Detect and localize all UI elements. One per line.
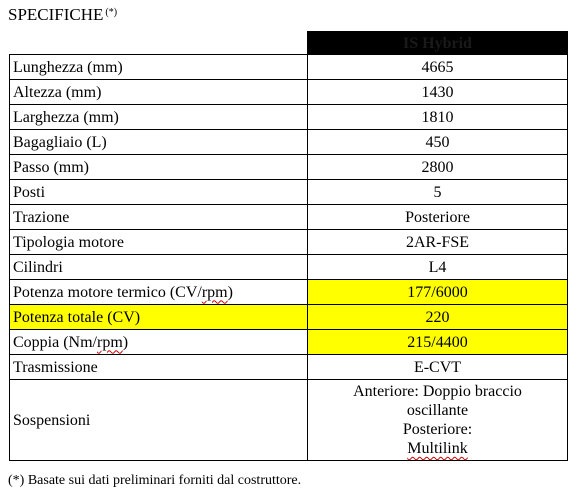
table-row [10, 255, 568, 280]
spec-label: Trazione [10, 205, 308, 230]
header-empty-cell [10, 32, 308, 55]
table-row [10, 205, 568, 230]
spec-label: Lunghezza (mm) [10, 55, 308, 80]
spec-value: 450 [308, 130, 568, 155]
suspension-front-line: Anteriore: Doppio braccio [353, 383, 522, 400]
spec-label [10, 330, 308, 355]
highlighted-spec-value: 177/6000 [308, 280, 568, 305]
highlighted-spec-value: 220 [308, 305, 568, 330]
label-text: Potenza motore termico (CV/ [13, 283, 202, 301]
spec-label: Sospensioni [10, 380, 308, 461]
highlighted-spec-value: 215/4400 [308, 330, 568, 355]
spec-value: 1430 [308, 80, 568, 105]
page-title [8, 5, 117, 25]
table-row [10, 230, 568, 255]
spellcheck-word: Multilink [407, 440, 468, 457]
label-text: Coppia (Nm/ [13, 333, 97, 351]
spec-label: Cilindri [10, 255, 308, 280]
spellcheck-word: rpm [97, 333, 123, 351]
spec-label: Tipologia motore [10, 230, 308, 255]
suspension-rear-line [311, 420, 564, 458]
table-row [10, 55, 568, 80]
footnote-text: (*) Basate sui dati preliminari forniti dal costruttore. [8, 473, 302, 488]
specifications-table [9, 31, 568, 461]
spec-value: 5 [308, 180, 568, 205]
highlighted-spec-label: Potenza totale (CV) [10, 305, 308, 330]
page-title-text: SPECIFICHE [8, 5, 104, 24]
spellcheck-word: rpm [201, 283, 228, 301]
table-row [10, 355, 568, 380]
table-header-row [10, 32, 568, 55]
spec-value: E-CVT [308, 355, 568, 380]
table-row [10, 80, 568, 105]
spec-value: Posteriore [308, 205, 568, 230]
spec-label: Bagagliaio (L) [10, 130, 308, 155]
spec-label: Larghezza (mm) [10, 105, 308, 130]
table-row [10, 305, 568, 330]
footnote-marker: (*) [105, 7, 118, 18]
rear-label-text: Posteriore: [402, 421, 473, 438]
spec-value: 2AR-FSE [308, 230, 568, 255]
table-row [10, 380, 568, 461]
spec-label: Passo (mm) [10, 155, 308, 180]
spec-label: Trasmissione [10, 355, 308, 380]
spec-label: Posti [10, 180, 308, 205]
spec-label [10, 280, 308, 305]
label-text: ) [227, 283, 233, 301]
table-row [10, 105, 568, 130]
table-row [10, 330, 568, 355]
spec-label: Altezza (mm) [10, 80, 308, 105]
table-row [10, 155, 568, 180]
spec-value: L4 [308, 255, 568, 280]
label-text: ) [122, 333, 129, 351]
spec-value: 4665 [308, 55, 568, 80]
table-row [10, 130, 568, 155]
model-header-cell: IS Hybrid [308, 32, 568, 55]
table-row [10, 180, 568, 205]
spec-value: 2800 [308, 155, 568, 180]
suspension-front-line-cont: oscillante [406, 402, 469, 419]
table-row [10, 280, 568, 305]
spec-value: 1810 [308, 105, 568, 130]
spec-value [308, 380, 568, 461]
